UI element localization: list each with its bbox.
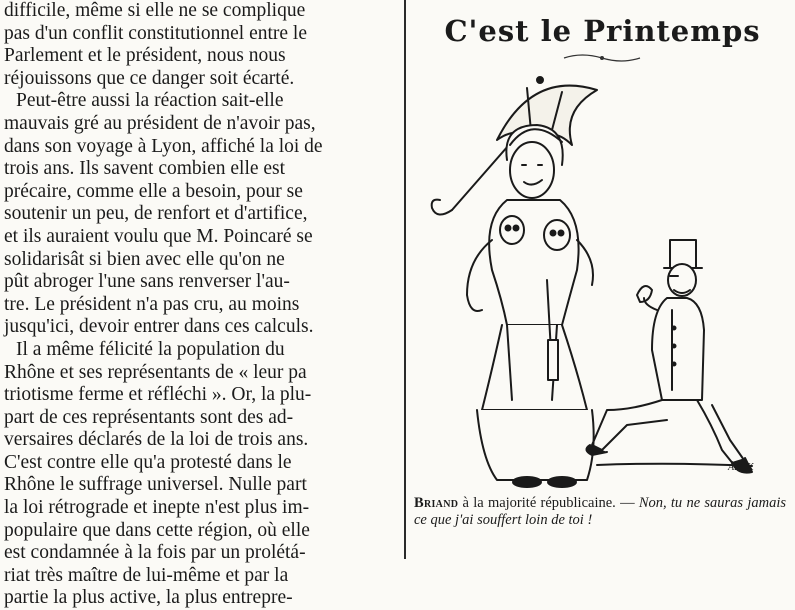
article-line: précaire, comme elle a besoin, pour se: [4, 180, 303, 202]
article-line: versaires déclarés de la loi de trois ans.: [4, 429, 309, 451]
article-line: solidarisât si bien avec elle qu'on ne: [4, 248, 285, 270]
article-line: mauvais gré au président de n'avoir pas,: [4, 112, 316, 134]
article-line: riat très maître de lui-même et par la: [4, 564, 289, 586]
article-line: Parlement et le président, nous nous: [4, 45, 286, 67]
article-line: jusqu'ici, devoir entrer dans ces calculs.: [4, 316, 314, 338]
article-line: et ils auraient voulu que M. Poincaré se: [4, 225, 313, 247]
cartoon-illustration: [412, 70, 793, 490]
article-line: Rhône et ses représentants de « leur pa: [4, 361, 307, 383]
article-line: Rhône le suffrage universel. Nulle part: [4, 474, 307, 496]
article-line: soutenir un peu, de renfort et d'artifice,: [4, 203, 308, 225]
caption-dash: —: [620, 495, 635, 511]
article-line: la loi rétrograde et inepte n'est plus im-: [4, 497, 310, 519]
article-line: populaire que dans cette région, où elle: [4, 519, 310, 541]
article-line: C'est contre elle qu'a protesté dans le: [4, 451, 292, 473]
article-line: réjouissons que ce danger soit écarté.: [4, 67, 295, 89]
article-line: partie la plus active, la plus entrepre-: [4, 587, 293, 609]
artist-signature: APCK: [728, 462, 754, 473]
article-line: trois ans. Ils savent combien elle est: [4, 158, 286, 180]
cartoon-title: C'est le Printemps: [444, 14, 761, 48]
article-line: difficile, même si elle ne se complique: [4, 0, 306, 21]
caption-addressee: à la majorité républicaine.: [462, 495, 616, 511]
article-line: triotisme ferme et réfléchi ». Or, la plu-: [4, 384, 312, 406]
article-line: pût abroger l'une sans renverser l'au-: [4, 271, 290, 293]
article-line: est condamnée à la fois par un prolétá-: [4, 542, 306, 564]
caption-speaker: Briand: [414, 495, 459, 511]
article-line: tre. Le président n'a pas cru, au moins: [4, 293, 300, 315]
title-flourish-ornament: [562, 52, 642, 64]
column-rule: [404, 0, 406, 559]
caption-quote: Non, tu ne sauras jamais ce que j'ai souffert loin de toi !: [414, 495, 787, 528]
cartoon-caption: [414, 495, 786, 529]
article-column: [4, 0, 390, 609]
article-line: Il a même félicité la population du: [16, 338, 285, 360]
cartoon-column: [412, 0, 793, 559]
article-line: pas d'un conflit constitutionnel entre le: [4, 22, 307, 44]
article-line: Peut-être aussi la réaction sait-elle: [16, 90, 284, 112]
article-line: dans son voyage à Lyon, affiché la loi de: [4, 135, 323, 157]
article-line: part de ces représentants sont des ad-: [4, 406, 294, 428]
